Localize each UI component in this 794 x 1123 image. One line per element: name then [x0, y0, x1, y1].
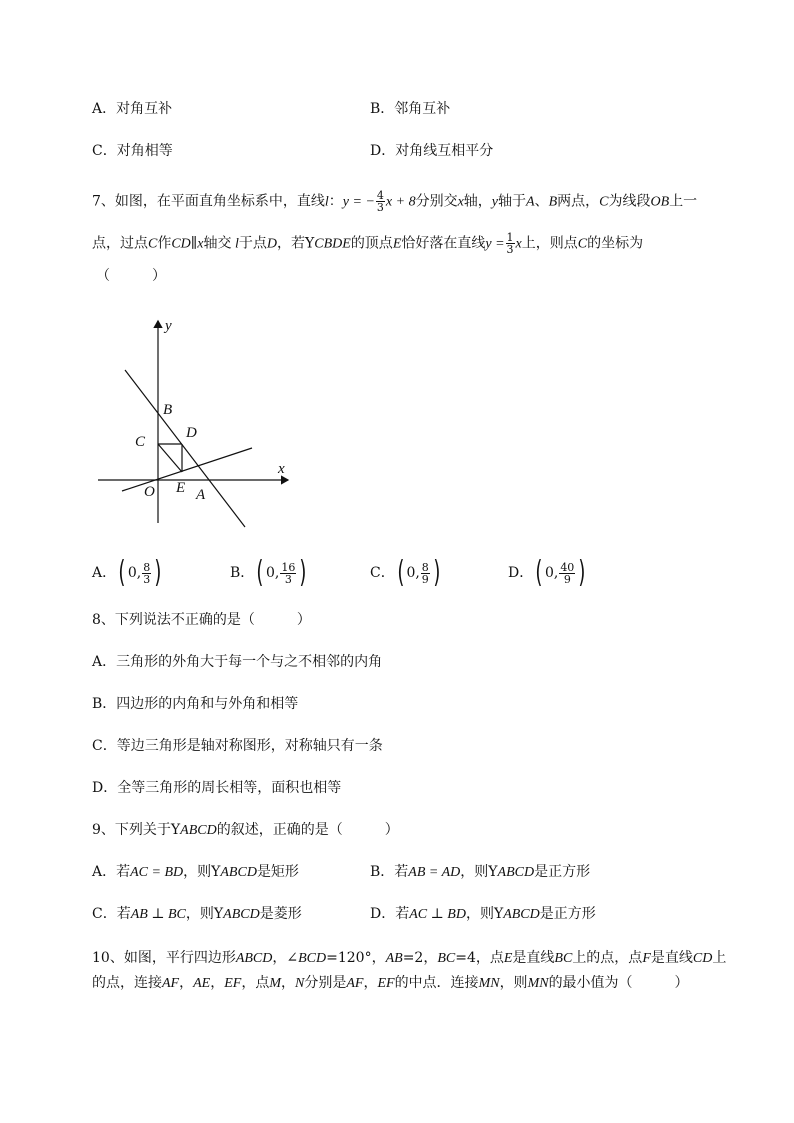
label-a: A — [196, 487, 206, 503]
label-x: x — [278, 461, 285, 477]
q6-option-b: B．邻角互补 — [370, 101, 451, 117]
label-y: y — [165, 318, 172, 334]
q9-stem: 9、下列关于YABCD的叙述，正确的是（ ） — [92, 822, 399, 838]
q7-option-a: A． ( 0, $\frac{8}{3}$ ) — [92, 555, 162, 590]
q6-option-c: C．对角相等 — [92, 143, 173, 159]
q6-option-d: D．对角线互相平分 — [370, 143, 494, 159]
q7-coordinate-figure — [90, 315, 305, 530]
q7-option-c: C． ( 0, $\frac{8}{9}$ ) — [370, 555, 441, 590]
q8-stem: 8、下列说法不正确的是（ ） — [92, 612, 311, 628]
q7-answer-blank: （ ） — [96, 268, 166, 284]
label-e: E — [176, 480, 186, 496]
q9-option-c: C．若AB ⊥ BC，则YABCD是菱形 — [92, 906, 302, 922]
q10-stem-line2: 的点，连接AF，AE，EF，点M，N分别是AF，EF的中点．连接MN，则MN的最小值为（ ） — [92, 975, 689, 991]
fraction-1-3: $\frac{1}{3}$ — [506, 231, 514, 256]
q7-stem-line2: 点，过点C作CD∥x轴交 l于点D，若YCBDE的顶点E恰好落在直线y = $\frac{1}{3}$ x上，则点C的坐标为 — [92, 231, 644, 256]
q9-option-b: B．若AB = AD，则YABCD是正方形 — [370, 864, 591, 880]
label-o: O — [144, 484, 155, 500]
q8-option-d: D．全等三角形的周长相等，面积也相等 — [92, 780, 342, 796]
label-c: C — [135, 434, 146, 450]
q7-option-b: B． ( 0, $\frac{16}{3}$ ) — [230, 555, 307, 590]
label-b: B — [163, 402, 173, 418]
fraction-4-3: $\frac{4}{3}$ — [376, 189, 384, 214]
q6-option-a: A．对角互补 — [92, 101, 173, 117]
q9-option-a: A．若AC = BD，则YABCD是矩形 — [92, 864, 299, 880]
q10-stem-line1: 10、如图，平行四边形ABCD，∠BCD=120°，AB=2，BC=4，点E是直线BC上的点，点F是直线CD上 — [92, 950, 727, 966]
q8-option-b: B．四边形的内角和与外角和相等 — [92, 696, 299, 712]
line-y-third-x — [122, 448, 252, 491]
segment-ce — [158, 444, 182, 472]
q7-stem-line1: 7、如图，在平面直角坐标系中，直线l：y = − $\frac{4}{3}$ x + 8分别交x轴，y轴于A、B两点，C为线段OB上一 — [92, 189, 698, 214]
q7-option-d: D． ( 0, $\frac{40}{9}$ ) — [508, 555, 586, 590]
q8-option-c: C．等边三角形是轴对称图形，对称轴只有一条 — [92, 738, 383, 754]
q9-option-d: D．若AC ⊥ BD，则YABCD是正方形 — [370, 906, 596, 922]
q8-option-a: A．三角形的外角大于每一个与之不相邻的内角 — [92, 654, 383, 670]
label-d: D — [186, 425, 197, 441]
